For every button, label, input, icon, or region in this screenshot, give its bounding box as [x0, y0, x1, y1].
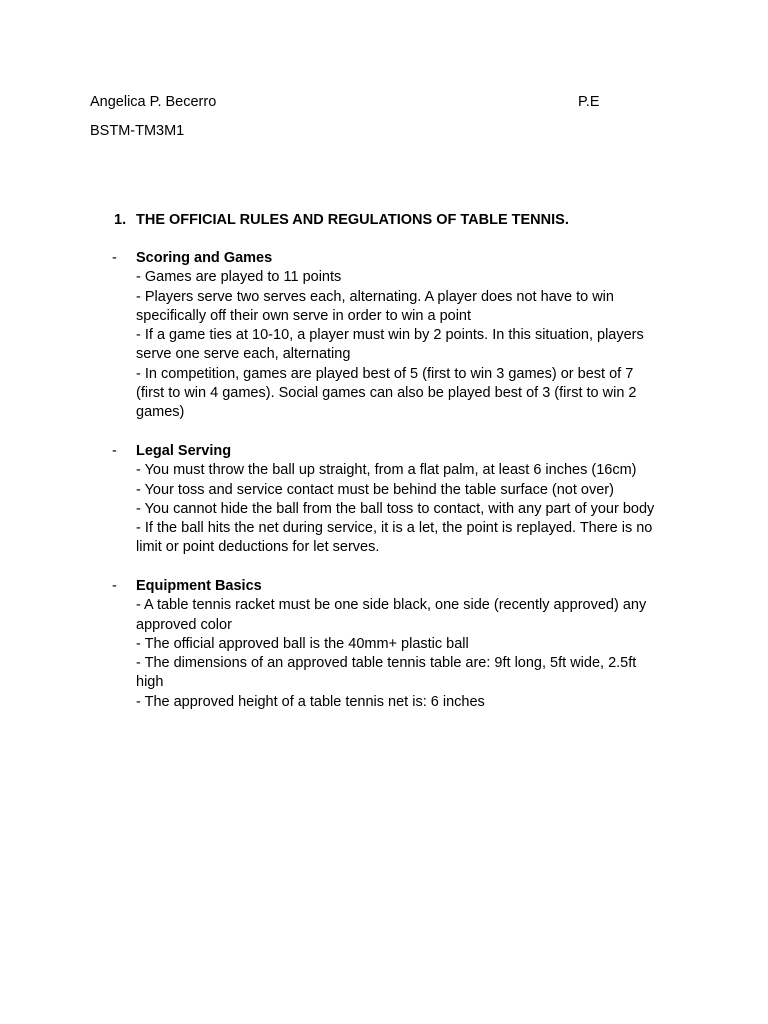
text-line: - Players serve two serves each, alternating. A player does not have to win: [136, 288, 614, 305]
text-line: - A table tennis racket must be one side black, one side (recently approved) any: [136, 597, 647, 614]
section-scoring-and-games: [112, 249, 672, 423]
bullet-dash: -: [112, 443, 117, 459]
text-line: - Your toss and service contact must be behind the table surface (not over): [136, 481, 614, 498]
text-line: - The approved height of a table tennis net is: 6 inches: [136, 693, 485, 710]
text-line: - If a game ties at 10-10, a player must win by 2 points. In this situation, players: [136, 327, 644, 344]
text-line: high: [136, 674, 164, 691]
text-line: specifically off their own serve in order to win a point: [136, 307, 472, 324]
text-line: - In competition, games are played best of 5 (first to win 3 games) or best of 7: [136, 365, 634, 382]
text-line: limit or point deductions for let serves.: [136, 539, 380, 556]
text-line: (first to win 4 games). Social games can also be played best of 3 (first to win 2: [136, 385, 637, 402]
section-legal-serving: [112, 442, 672, 558]
text-line: approved color: [136, 616, 232, 633]
text-line: serve one serve each, alternating: [136, 346, 351, 363]
course-code: P.E: [578, 94, 600, 110]
section-equipment-basics: [112, 577, 672, 712]
heading-text: THE OFFICIAL RULES AND REGULATIONS OF TABLE TENNIS.: [136, 212, 569, 228]
section-title: Equipment Basics: [136, 578, 262, 594]
section-code: BSTM-TM3M1: [90, 123, 185, 139]
bullet-dash: -: [112, 578, 117, 594]
author-name: Angelica P. Becerro: [90, 94, 217, 110]
section-title: Legal Serving: [136, 443, 232, 459]
bullet-dash: -: [112, 250, 117, 266]
text-line: - Games are played to 11 points: [136, 269, 342, 286]
text-line: - The official approved ball is the 40mm+ plastic ball: [136, 635, 469, 652]
text-line: - The dimensions of an approved table tennis table are: 9ft long, 5ft wide, 2.5ft: [136, 655, 637, 672]
heading-number: 1.: [114, 212, 127, 228]
main-heading: [114, 212, 569, 229]
section-title: Scoring and Games: [136, 250, 273, 266]
text-line: - You must throw the ball up straight, from a flat palm, at least 6 inches (16cm): [136, 462, 637, 479]
text-line: - You cannot hide the ball from the ball toss to contact, with any part of your body: [136, 500, 655, 517]
text-line: - If the ball hits the net during service, it is a let, the point is replayed. There is no: [136, 520, 653, 537]
text-line: games): [136, 404, 185, 421]
